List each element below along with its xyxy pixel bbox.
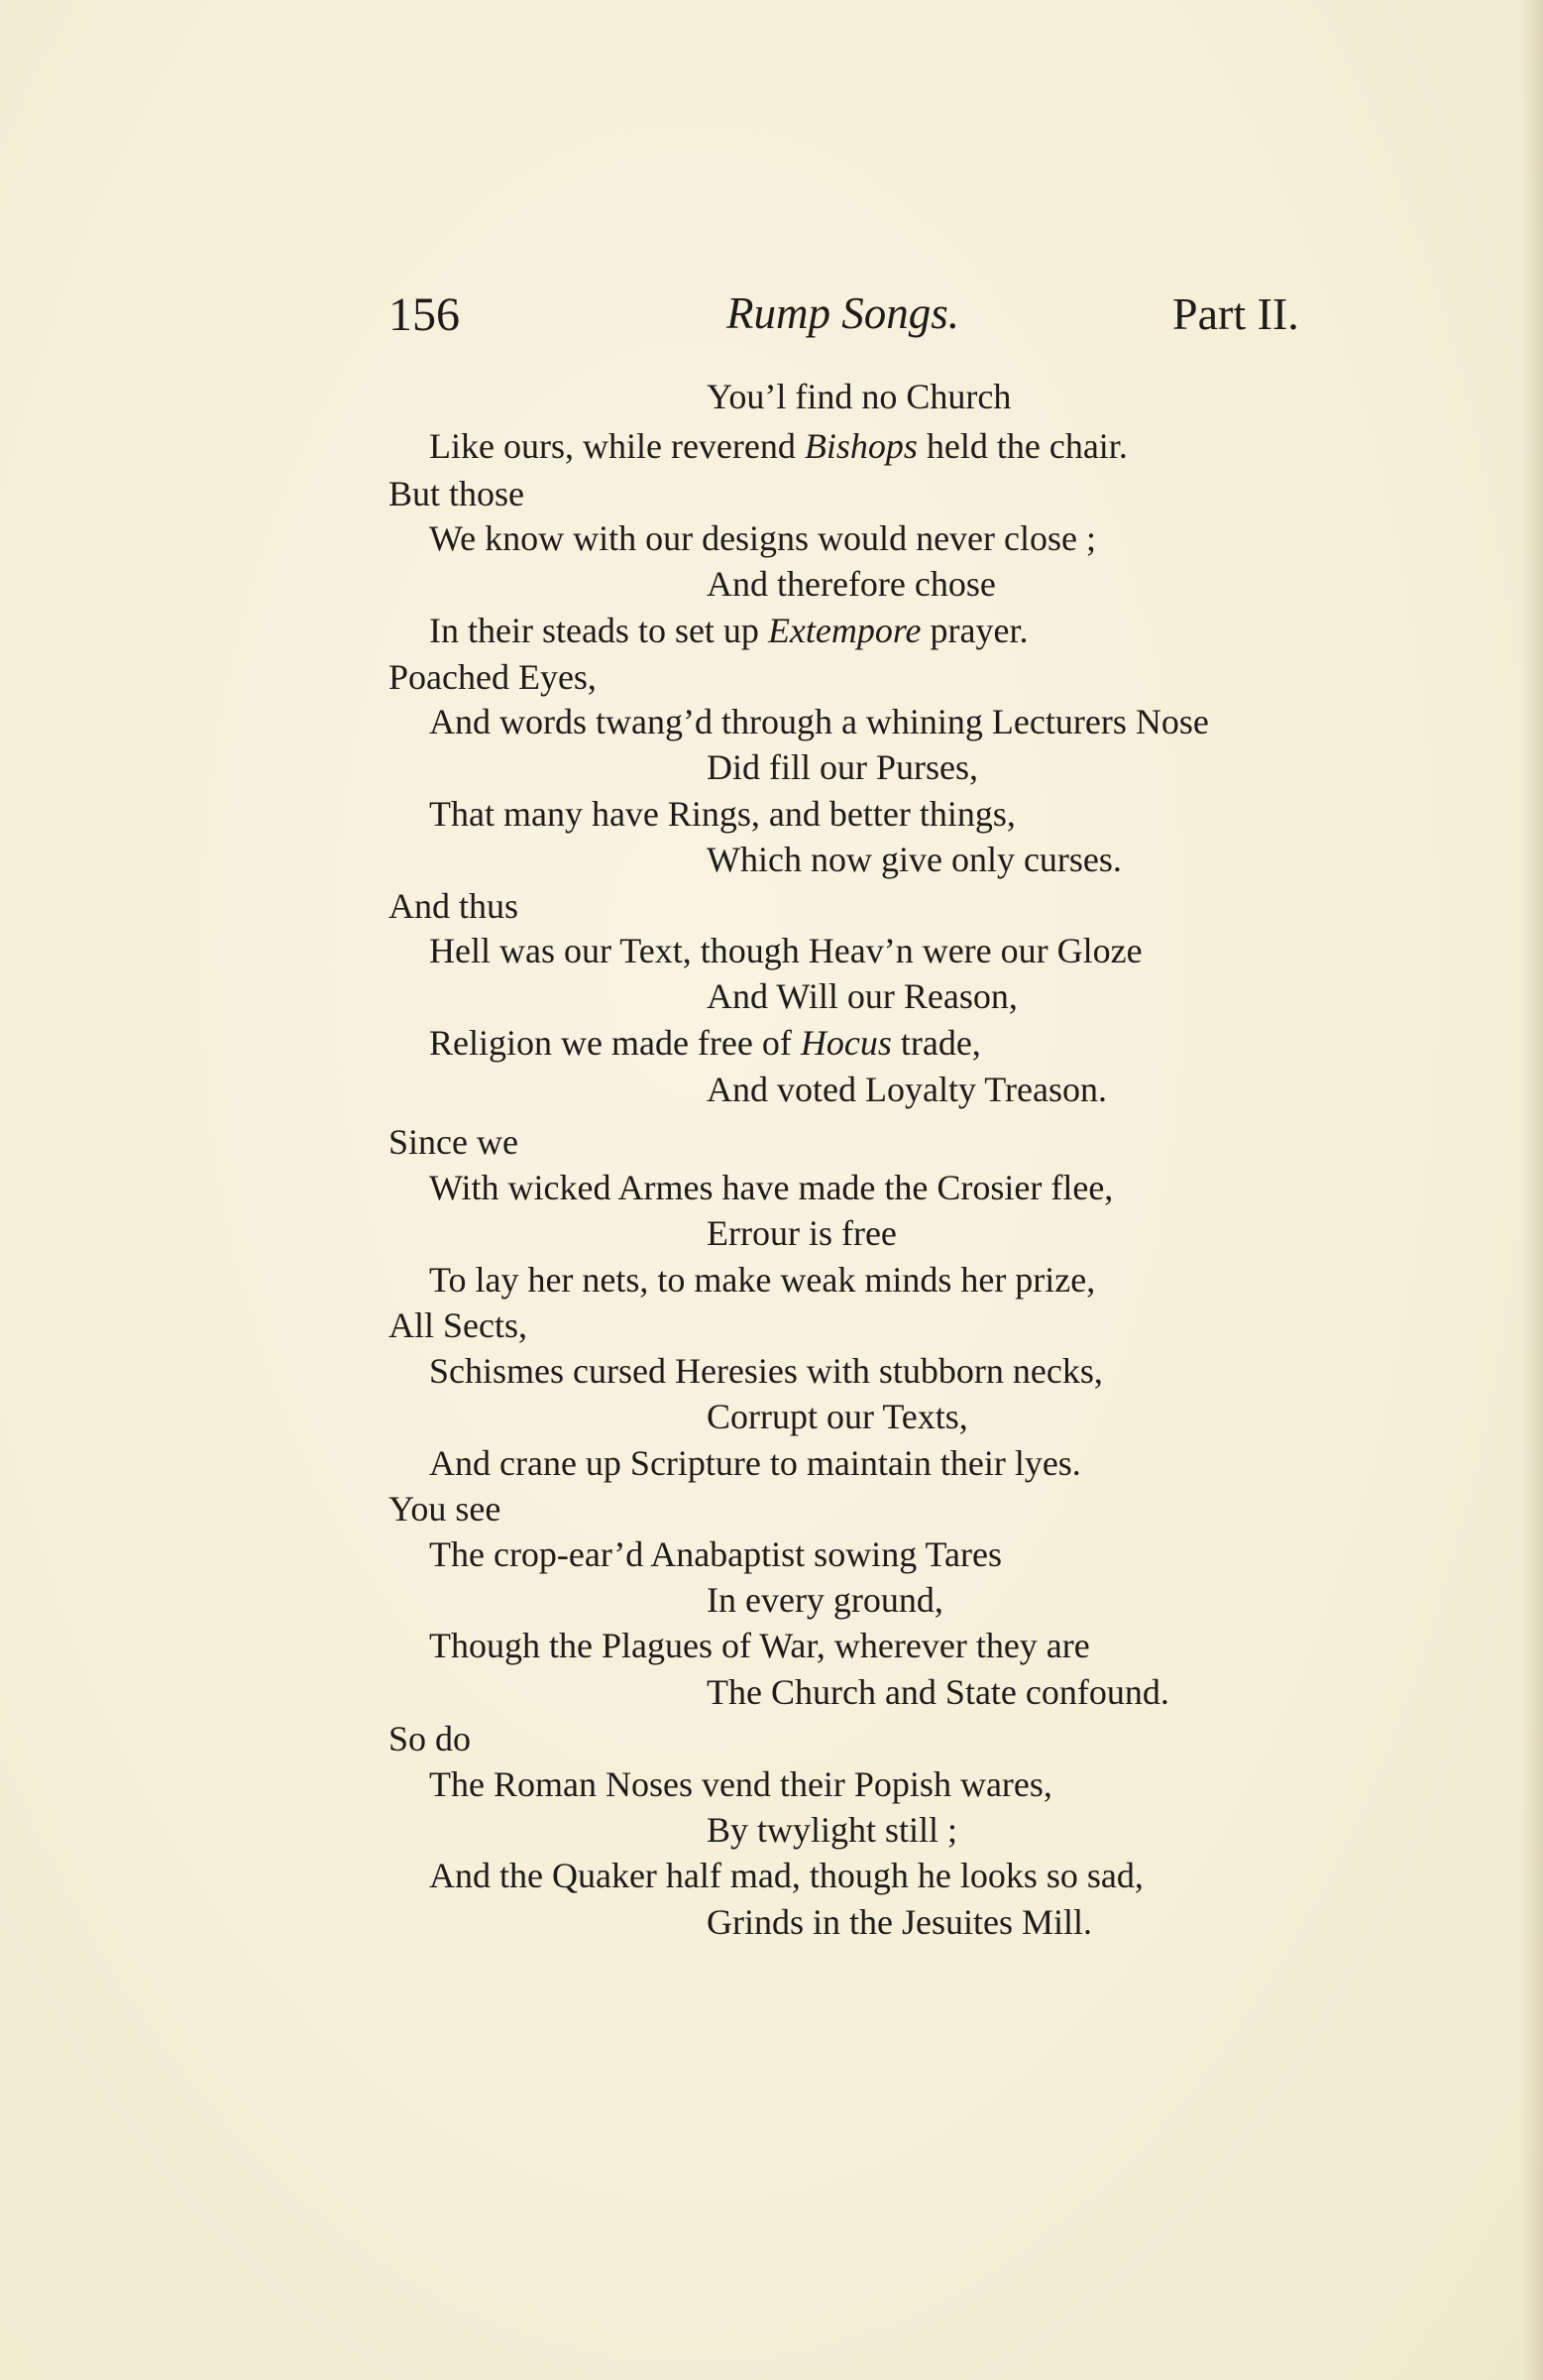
- poem-line: And the Quaker half mad, though he looks so sad,: [429, 1856, 1144, 1895]
- italic-word: Bishops: [804, 426, 918, 466]
- poem-line: Schismes cursed Heresies with stubborn necks,: [429, 1351, 1103, 1391]
- poem-line: Which now give only curses.: [707, 840, 1122, 879]
- poem-line: Poached Eyes,: [388, 657, 597, 697]
- poem-line: The Roman Noses vend their Popish wares,: [429, 1764, 1052, 1804]
- poem-line: With wicked Armes have made the Crosier flee,: [429, 1168, 1114, 1207]
- poem-line: So do: [388, 1719, 472, 1758]
- poem-line: And therefore chose: [707, 564, 996, 604]
- poem-line: Religion we made free of Hocus trade,: [429, 1023, 981, 1063]
- poem-line: All Sects,: [388, 1305, 527, 1345]
- poem-line: And Will our Reason,: [707, 976, 1018, 1016]
- poem-line: And thus: [388, 886, 519, 926]
- poem-line: Corrupt our Texts,: [707, 1397, 968, 1436]
- poem-line: By twylight still ;: [707, 1810, 958, 1850]
- italic-word: Extempore: [767, 611, 922, 650]
- poem-line: The crop-ear’d Anabaptist sowing Tares: [429, 1534, 1002, 1574]
- poem-line: Did fill our Purses,: [707, 747, 978, 787]
- poem-line: To lay her nets, to make weak minds her prize,: [429, 1260, 1096, 1300]
- running-title: Rump Songs.: [726, 288, 959, 338]
- poem-line: Like ours, while reverend Bishops held the chair.: [429, 426, 1128, 466]
- poem-line: In every ground,: [707, 1580, 943, 1620]
- page-number: 156: [388, 288, 460, 341]
- poem-line: Hell was our Text, though Heav’n were our Gloze: [429, 931, 1143, 970]
- poem-line: Grinds in the Jesuites Mill.: [707, 1902, 1092, 1942]
- poem-line: The Church and State confound.: [707, 1672, 1169, 1712]
- poem-line: Since we: [388, 1122, 518, 1162]
- poem-line: In their steads to set up Extempore prayer.: [429, 611, 1029, 650]
- poem-line: And voted Loyalty Treason.: [707, 1070, 1107, 1109]
- poem-line: And words twang’d through a whining Lecturers Nose: [429, 702, 1209, 741]
- poem-line: That many have Rings, and better things,: [429, 794, 1016, 834]
- italic-word: Hocus: [800, 1023, 892, 1063]
- page-edge-shadow: [1521, 0, 1543, 2380]
- poem-line: We know with our designs would never close ;: [429, 518, 1096, 558]
- poem-line: Though the Plagues of War, wherever they are: [429, 1626, 1090, 1665]
- poem-line: Errour is free: [707, 1213, 897, 1253]
- poem-line: You see: [388, 1489, 501, 1529]
- poem-line: And crane up Scripture to maintain their lyes.: [429, 1443, 1081, 1483]
- poem-line: But those: [388, 474, 525, 513]
- part-label: Part II.: [1172, 288, 1299, 339]
- poem-line: You’l find no Church: [707, 377, 1012, 416]
